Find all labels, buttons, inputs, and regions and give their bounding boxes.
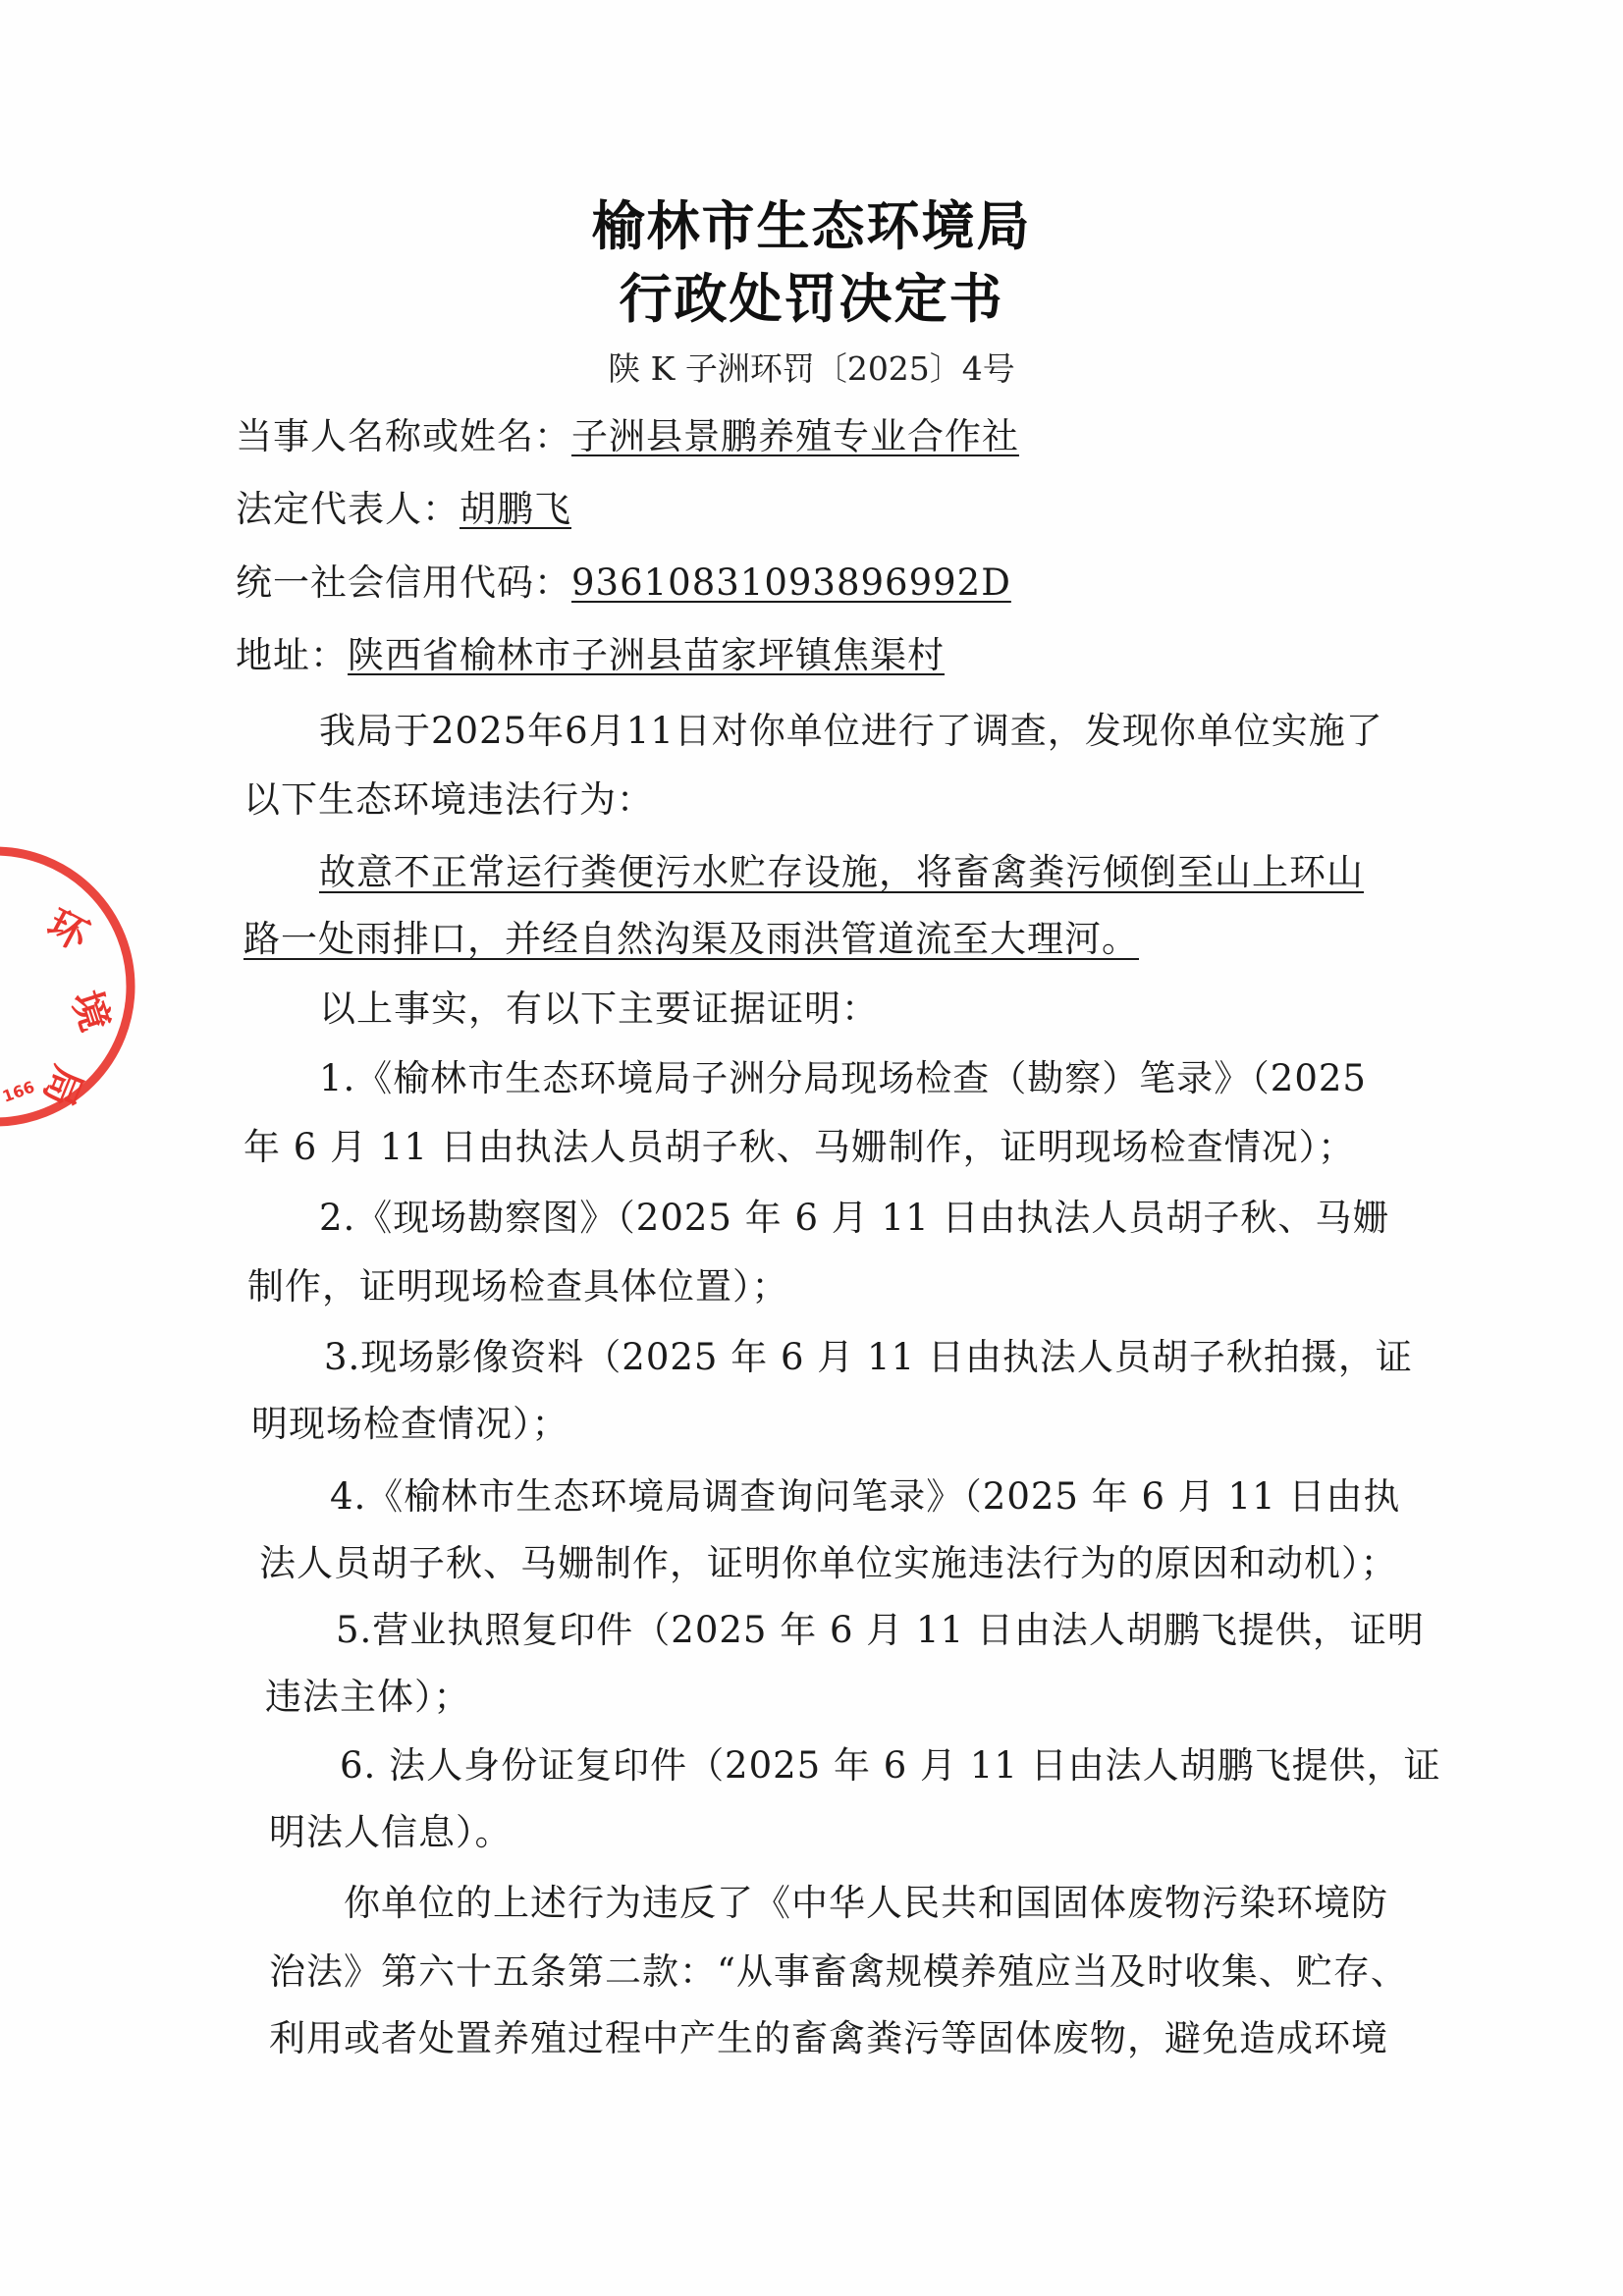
evidence-6-line-2: 明法人信息）。: [269, 1811, 513, 1853]
evidence-3-line-2: 明现场检查情况）；: [251, 1403, 569, 1445]
party-name-row: [236, 414, 1019, 459]
document-number: 陕 K 子洲环罚〔2025〕4号: [608, 349, 1015, 388]
violation-line-1: 故意不正常运行粪便污水贮存设施，将畜禽粪污倾倒至山上环山: [319, 851, 1364, 893]
violation-line-2: 路一处雨排口，并经自然沟渠及雨洪管道流至大理河。: [243, 918, 1139, 960]
intro-line-2: 以下生态环境违法行为：: [243, 778, 654, 821]
evidence-5-line-1: 5.营业执照复印件（2025 年 6 月 11 日由法人胡鹏飞提供，证明: [336, 1609, 1425, 1651]
legal-rep-value: 胡鹏飞: [460, 488, 571, 530]
title-line-1: 榆林市生态环境局: [591, 195, 1032, 257]
address-label: 地址：: [236, 634, 348, 676]
evidence-intro: 以上事实，有以下主要证据证明：: [319, 988, 879, 1030]
evidence-4-line-1: 4.《榆林市生态环境局调查询问笔录》（2025 年 6 月 11 日由执: [330, 1475, 1401, 1518]
intro-line-1: 我局于2025年6月11日对你单位进行了调查，发现你单位实施了: [319, 710, 1383, 752]
seal-char-1: 环: [39, 901, 96, 960]
party-name-label: 当事人名称或姓名：: [236, 415, 571, 457]
credit-code-value: 93610831093896992D: [571, 561, 1011, 604]
legal-rep-row: [236, 487, 571, 532]
official-seal: [0, 839, 142, 1134]
address-value: 陕西省榆林市子洲县苗家坪镇焦渠村: [348, 634, 945, 676]
law-line-1: 你单位的上述行为违反了《中华人民共和国固体废物污染环境防: [344, 1882, 1388, 1924]
credit-code-label: 统一社会信用代码：: [236, 561, 571, 604]
credit-code-row: [236, 561, 1011, 606]
legal-rep-label: 法定代表人：: [236, 488, 460, 530]
seal-char-3: 局: [33, 1059, 91, 1113]
evidence-1-line-2: 年 6 月 11 日由执法人员胡子秋、马姗制作，证明现场检查情况）；: [243, 1126, 1356, 1168]
seal-number: 166: [0, 1077, 37, 1106]
evidence-4-line-2: 法人员胡子秋、马姗制作，证明你单位实施违法行为的原因和动机）；: [259, 1542, 1398, 1584]
evidence-5-line-2: 违法主体）；: [265, 1676, 471, 1718]
law-line-2: 治法》第六十五条第二款：“从事畜禽规模养殖应当及时收集、贮存、: [269, 1950, 1408, 1993]
seal-graphic: [0, 839, 142, 1134]
evidence-6-line-1: 6. 法人身份证复印件（2025 年 6 月 11 日由法人胡鹏飞提供，证: [340, 1744, 1441, 1787]
evidence-2-line-1: 2.《现场勘察图》（2025 年 6 月 11 日由执法人员胡子秋、马姗: [319, 1197, 1390, 1239]
evidence-2-line-2: 制作，证明现场检查具体位置）；: [247, 1265, 789, 1308]
evidence-3-line-1: 3.现场影像资料（2025 年 6 月 11 日由执法人员胡子秋拍摄，证: [324, 1336, 1413, 1378]
address-row: [236, 633, 945, 678]
law-line-3: 利用或者处置养殖过程中产生的畜禽粪污等固体废物，避免造成环境: [269, 2017, 1388, 2059]
party-name-value: 子洲县景鹏养殖专业合作社: [571, 415, 1019, 457]
evidence-1-line-1: 1.《榆林市生态环境局子洲分局现场检查（勘察）笔录》（2025: [319, 1057, 1367, 1099]
title-line-2: 行政处罚决定书: [619, 268, 1004, 330]
seal-char-2: 境: [62, 985, 118, 1038]
